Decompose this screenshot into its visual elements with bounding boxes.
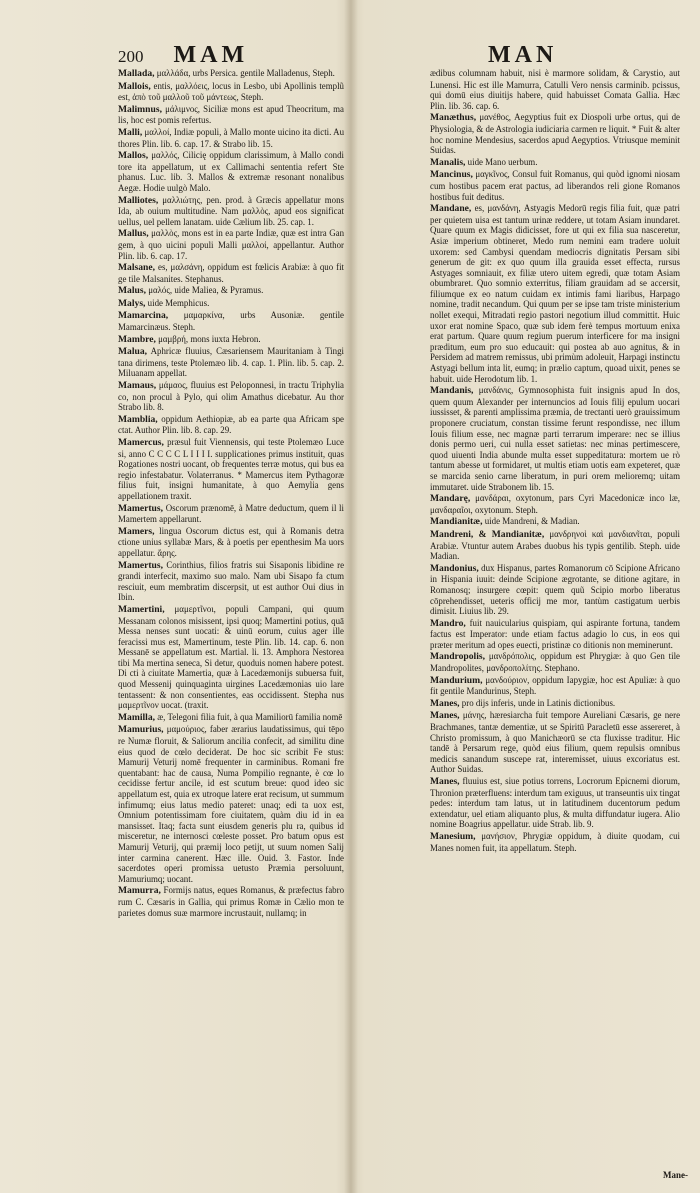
entry-text: entis, μαλλόεις, locus in Lesbo, ubi Apollinis templũ est, ἀπὸ τοῦ μαλλοῦ τοῦ μάντεως, Steph. [118, 80, 344, 103]
entry-headword: Mallois, [118, 80, 151, 92]
entry-headword: Malus, [118, 285, 146, 297]
entry-headword: Mamblia, [118, 413, 158, 425]
dictionary-entry [118, 526, 344, 559]
entry-text: μανδάνις, Gymnosophista fuit insignis apud In dos, quem quum Alexander per internuncios ad Iouis filij epulum uocari iussisset, & parenti amplissima præmia, de trectanti uerò grauissimum proponere cruciatum, constan tissime ferunt respondisse, nec illum Iouis filium esse, nec magnæ parti terrarum imperare: nec se illius donis permo ueri, cui nulla esset satietas: nec minas pertimescere, quod uiuenti India abunde multa esset suppeditatura: mortem ue rò tantum abesse ut formidaret, ut multis etiam uotis eam expeteret, quæ se marcida senio carne liberatum, in puri orem melioremq; uitam immutaret. uide Strabonem lib. 15. [430, 385, 680, 492]
dictionary-entry [430, 651, 680, 673]
dictionary-entry [430, 203, 680, 384]
entry-headword: Manes, [430, 710, 460, 722]
entry-text: μάνης, hæresiarcha fuit tempore Aureliani Cæsaris, ge nere Brachmanes, tantæ dementiæ, ut se Spiritū Paracletū esse assereret, à Christo promissum, à quo Manichæorū se cta fluxisse traditur. Hic tandē à Persarum rege, quòd eius filium, quem repulsis omnibus medicis sanandum suscepe rat, interemisset, uiuus excoriatus est. Author Suidas. [430, 710, 680, 775]
entry-headword: Mandianitæ, [430, 516, 483, 528]
entry-headword: Mandarę, [430, 493, 471, 505]
entry-headword: Mandro, [430, 617, 466, 629]
dictionary-entry [430, 675, 680, 697]
entry-text: es, μαλσάνη, oppidum est fœlicis Arabiæ: à quo fit ge tile Malsanites. Stephanus. [118, 262, 344, 284]
entry-text: fuit nauicularius quispiam, qui aspirante fortuna, tandem factus est Imperator: unde etiam factus adagio lo cus, in eos qui præter meritum ad opes euecti, pristinæ co ditionis non meminerunt. [430, 617, 680, 650]
entry-headword: Malua, [118, 346, 148, 358]
entry-headword: Malsane, [118, 262, 156, 274]
entry-text: uide Mano uerbum. [467, 156, 538, 167]
entry-text: ædibus columnam habuit, nisi è marmore solidam, & Carystio, aut Lunensi. Hic est ille Mamurra, Catulli Vero nensis carminib. pcissus, qui domū eius diuitijs habere, quid habuisset Comata Gallia. Hæc Plin. lib. 36. cap. 6. [430, 68, 680, 111]
left-head-text: MAM [173, 42, 249, 68]
dictionary-entry [118, 127, 344, 149]
entry-text: μαμερτῖνοι, populi Campani, qui quum Messanam colonos misissent, ipsi quoq; Mamertini potius, quā Messa nenses sunt uocati: & uinū eorum, cuius ager ille feracissi mus est, Mamertinum, teste Plin. lib. 14. cap. 6. non Messanē se appellatum est. Martial. li. 13. Amphora Nestorea tibi Ma mertina seneca, Si detur, quoduis nomen habere potest. Di cti à ciuitate Mamertia, quæ à Lacedæmonijs subuersa fuit, quod Messenij quinquaginta uirgines Lacedæmonias uio lare tentassent: & non consentientes, eas occidissent. Stepha nus μαμερτῖνον uocat. (traxit. [118, 603, 344, 711]
entry-text: μανέθος, Aegyptius fuit ex Diospoli urbe ortus, qui de Physiologia, & de Astrologia iudiciaria carmen re liquit. * Fuit & alter hoc nomine Mendesius, sacerdos apud Aegyptios. Vtriusque meminit Suidas. [430, 112, 680, 156]
entry-headword: Mamurius, [118, 724, 164, 736]
entry-headword: Malimnus, [118, 103, 162, 115]
entry-headword: Mamers, [118, 525, 155, 537]
entry-headword: Malli, [118, 126, 143, 138]
dictionary-entry [430, 157, 680, 169]
dictionary-entry [430, 776, 680, 830]
dictionary-entry [430, 710, 680, 775]
dictionary-entry [118, 81, 344, 103]
entry-text: Formijs natus, eques Romanus, & præfectus fabro rum C. Cæsaris in Gallia, qui primus Romæ in Cælio mon te parietes domus suæ marmore incrustauit, nullamq; in [118, 885, 344, 918]
dictionary-entry [118, 604, 344, 711]
entry-text: pro dijs inferis, unde in Latinis dictionibus. [461, 697, 616, 708]
dictionary-entry [118, 334, 344, 346]
entry-headword: Mambre, [118, 333, 156, 345]
dictionary-entry [430, 698, 680, 710]
entry-text: μαλλάδα, urbs Persica. gentile Malladenus, Steph. [156, 68, 335, 78]
entry-text: μαλλός, Cilicię oppidum clarissimum, à Mallo condi tore ita appellatum, ut ex Callimachi sententia refert Ste phanus. Luc. lib. 3. Mallos & extremæ resonant nonalibus Aegæ. Hodie uulgò Malo. [118, 150, 344, 193]
right-column [430, 0, 680, 1193]
entry-text: dux Hispanus, partes Romanorum cō Scipione Africano in Hispania iuuit: deinde Scipione ægrotante, se ditione agitare, in Romanosq; insurgere cœpit: quem quũ Scipio morbo liberatus cōprehendisset, ueteris officij me mor, tantùm castigatum uerbis dimisit. Liuius lib. 29. [430, 562, 680, 617]
entry-text: fluuius est, siue potius torrens, Locrorum Epicnemi diorum, Thronion præterfluens: interdum tam exiguus, ut transeuntis uix tingat pedes: interdum tam latus, ut in latitudinem ducentorum pedum extendatur, uel etiam aliquanto plus, & multa diffundatur iugera. Alio nomine Boagrius appellatur. uide Strab. lib. 9. [430, 776, 680, 830]
entry-headword: Mamurra, [118, 885, 161, 897]
dictionary-entry [430, 516, 680, 528]
entry-headword: Mandane, [430, 203, 472, 215]
right-head-text: MAN [488, 42, 558, 68]
entry-text: μαμαρκίνα, urbs Ausoniæ. gentile Mamarcinæus. Steph. [118, 310, 344, 333]
entry-text: μανδούριον, oppidum Iapygiæ, hoc est Apuliæ: à quo fit gentile Mandurinus, Steph. [430, 674, 680, 697]
dictionary-entry [430, 169, 680, 202]
entry-headword: Manes, [430, 776, 460, 787]
right-entries [430, 68, 680, 854]
entry-headword: Manesium, [430, 830, 476, 842]
entry-text: μαλλὸς, mons est in ea parte Indiæ, quæ est intra Gan gem, à quo uicini populi Malli μαλλοί, appellantur. Author Plin. lib. 6. cap. 17. [118, 228, 344, 261]
dictionary-entry [118, 310, 344, 332]
entry-text: uide Mandreni, & Madian. [484, 516, 580, 527]
dictionary-entry [118, 380, 344, 413]
entry-headword: Mamertini, [118, 603, 165, 615]
entry-headword: Manes, [430, 697, 460, 709]
entry-text: μάλιμνος, Siciliæ mons est apud Theocritum, ma lis, hoc est pomis refertus. [118, 103, 344, 126]
dictionary-entry [430, 68, 680, 111]
entry-text: æ, Telegoni filia fuit, à qua Mamiliorū familia nomē [157, 711, 343, 722]
entry-text: uide Memphicus. [147, 297, 210, 308]
left-column [118, 0, 344, 1193]
entry-text: Aphricæ fluuius, Cæsariensem Mauritaniam à Tingi tana dirimens, teste Ptolemæo lib. 4. cap. 1. Plin. lib. 5. cap. 2. Miluanam appellat. [118, 346, 344, 379]
entry-headword: Manæthus, [430, 112, 477, 124]
dictionary-entry [118, 414, 344, 436]
dictionary-entry [430, 529, 680, 562]
left-entries [118, 68, 344, 919]
entry-text: μαγκῖνος, Consul fuit Romanus, qui quòd ignomi niosam cum hostibus pacem erat pactus, ad liberandos reli gione Romanos hostibus fuit deditus. [430, 169, 680, 202]
entry-text: μαλλοί, Indiæ populi, à Mallo monte uicino ita dicti. Au thores Plin. lib. 6. cap. 17. & Strabo lib. 15. [118, 126, 344, 149]
entry-headword: Mamaus, [118, 380, 157, 392]
entry-text: μαμβρή, mons iuxta Hebron. [158, 333, 261, 344]
dictionary-entry [118, 346, 344, 379]
page-gutter [344, 0, 358, 1193]
entry-headword: Manalis, [430, 156, 466, 168]
entry-text: μανδρόπολις, oppidum est Phrygiæ: à quo Gen tile Mandropolites, μανδροπολίτης. Stephano. [430, 651, 680, 674]
dictionary-entry [118, 195, 344, 228]
dictionary-entry [118, 228, 344, 261]
dictionary-entry [118, 298, 344, 310]
page-number: 200 [118, 47, 144, 66]
dictionary-entry [118, 68, 344, 80]
entry-headword: Mandanis, [430, 385, 474, 397]
entry-headword: Mamertus, [118, 559, 164, 571]
entry-headword: Mamarcina, [118, 310, 169, 322]
entry-text: oppidum Aethiopiæ, ab ea parte qua Africam spe ctat. Author Plin. lib. 8. cap. 29. [118, 413, 344, 436]
entry-text: Oscorum prænomē, à Matre deductum, quem il li Mamertem appellarunt. [118, 502, 344, 525]
catchword: Mane- [663, 1170, 688, 1180]
dictionary-entry [430, 112, 680, 155]
entry-headword: Mandonius, [430, 562, 479, 574]
entry-headword: Mamertus, [118, 502, 164, 514]
entry-headword: Mancinus, [430, 169, 473, 181]
dictionary-entry [118, 104, 344, 126]
entry-headword: Mallos, [118, 150, 149, 162]
entry-headword: Malliotes, [118, 194, 159, 206]
entry-headword: Mamilla, [118, 711, 156, 723]
entry-headword: Mallus, [118, 228, 149, 240]
entry-text: μανδρηνοὶ καὶ μανδιανῖται, populi Arabiæ. Vtuntur autem Arabes duobus his typis gentilib. Steph. uide Madian. [430, 528, 680, 562]
entry-text: μανήσιον, Phrygiæ oppidum, à diuite quodam, cui Manes nomen fuit, ita appellatum. Steph. [430, 830, 680, 853]
entry-headword: Malys, [118, 297, 146, 309]
entry-text: μάμαος, fluuius est Peloponnesi, in tractu Triphylia co, non procul à Pylo, qui olim Amathus dicebatur. Au thor Strabo lib. 8. [118, 380, 344, 413]
dictionary-entry [118, 560, 344, 603]
entry-text: μαμούριος, faber ærarius laudatissimus, qui tēpo re Numæ floruit, & Saliorum ancilia confecit, ad similitu dine eius quod de cœlo deciderat. De hoc sic scribit Fe stus: Mamurij Veturij nomē frequenter in carminibus. Romani fre quentabant: hac de causa, Numa Pompilio regnante, è cœ lo cecidisse fertur ancile, id est scutum breue: quod ideo sic appellatum est, quia ex utroque latere erat recisum, ut summum infimumq; eius latus medio pateret: unaq; edi ta uox est, Omnium potentissimam fore ciuitatem, quàm diu id in ea mansisset. Itaq; facta sunt eiusdem generis plu ra, quibus id misceretur, ne internosci cœleste posset. Pro batum opus est Mamurij Veturij, qui præmij loco petijt, ut suum nomen Salij inter carmina canerent. Hæc ille. Ouid. 3. Fastor. Inde sacerdotes operi promissa uetusto Præmia persoluunt, Mamuriumq; uocant. [118, 724, 344, 884]
entry-headword: Mandreni, & Mandianitæ, [430, 528, 545, 540]
entry-text: lingua Oscorum dictus est, qui à Romanis detra ctione unius syllabæ Mars, & à poetis per epenthesim Ma uors appellatur. ἄρης. [118, 525, 344, 558]
dictionary-entry [118, 503, 344, 525]
dictionary-entry [430, 618, 680, 651]
entry-headword: Mandropolis, [430, 651, 485, 663]
dictionary-entry [118, 437, 344, 502]
dictionary-entry [430, 493, 680, 515]
entry-text: μαλλιώτης, pen. prod. à Græcis appellatur mons Ida, ab ouium multitudine. Nam μαλλὸς, apud eos significat uellus, uel pellem lanatam. uide Cælium lib. 25. cap. 1. [118, 194, 344, 227]
dictionary-entry [118, 150, 344, 193]
entry-text: μανδάραι, oxytonum, pars Cyri Macedonicæ inco læ, μανδαραῖοι, oxytonum. Steph. [430, 493, 680, 515]
dictionary-entry [430, 831, 680, 853]
entry-text: Corinthius, filios fratris sui Sisaponis libidine re grandi interfecit, maximo suo malo. Nam ubi Sisapo fa ctum resciuit, eum membratim discerpsit, ut est author Oui dius in Ibin. [118, 559, 344, 603]
dictionary-entry [430, 385, 680, 492]
dictionary-entry [118, 724, 344, 884]
dictionary-entry [118, 712, 344, 724]
entry-headword: Mallada, [118, 68, 155, 79]
entry-text: μαλός, uide Maliea, & Pyramus. [148, 285, 264, 296]
entry-headword: Mandurium, [430, 674, 483, 686]
dictionary-entry [118, 885, 344, 918]
dictionary-entry [118, 262, 344, 284]
entry-text: præsul fuit Viennensis, qui teste Ptolemæo Luce si, anno C C C C L I I I I. supplicationes primus instituit, quas Rogationes nostri uocant, ob frequentes terræ motus, qui bus ea regio infestabatur. Volaterranus. * Mamercus item Pythagoræ filius fuit, insigni humanitate, à quo Aemylia gens appellationem traxit. [118, 437, 344, 501]
entry-text: es, μανδάνη, Astyagis Medorū regis filia fuit, quæ patri per quietem uisa est tantum urinæ reddere, ut totam Asiam inundaret. Quare quum ex Magis didicisset, fore ut qui ex filia sua nasceretur, Asiæ imperium obtineret, Medo rum nemini eam tradere uoluit uxorem: sed Cambysi quendam mediocris dignitatis Persam sibi generum de git: ex quo quum illa grauida esset effecta, rursus Astyages somniauit, ex filiæ utero uitem egredi, quæ totam Asiam obumbraret. Quo somnio exterritus, filiam grauidam ad se accersit, filiumque ex eo natum cuidam ex intimis fami liaribus, Harpago nomine, tradit necandum. Qui quum per se ipse tam triste ministerium nollet exequi, Mitradati regio pastori negotium illud committit. Huic uxor erat nomine Spaco, quæ sub idem ferè tempus mortuum enixa erat partum. Quare quum regium puerum interficere for ma insigni præditum, eum pro suo educauit: qui postea ab auo agnitus, & in Persidem ad matrem remissus, ubi primùm adoleuit, Harpagi instinctu Astyagi bellum inta lit, eumq; in prælio captum, quoad uixit, penes se habuit. uide Herodotum lib. 1. [430, 203, 680, 384]
dictionary-entry [430, 563, 680, 617]
dictionary-entry [118, 285, 344, 297]
entry-headword: Mamercus, [118, 437, 164, 448]
